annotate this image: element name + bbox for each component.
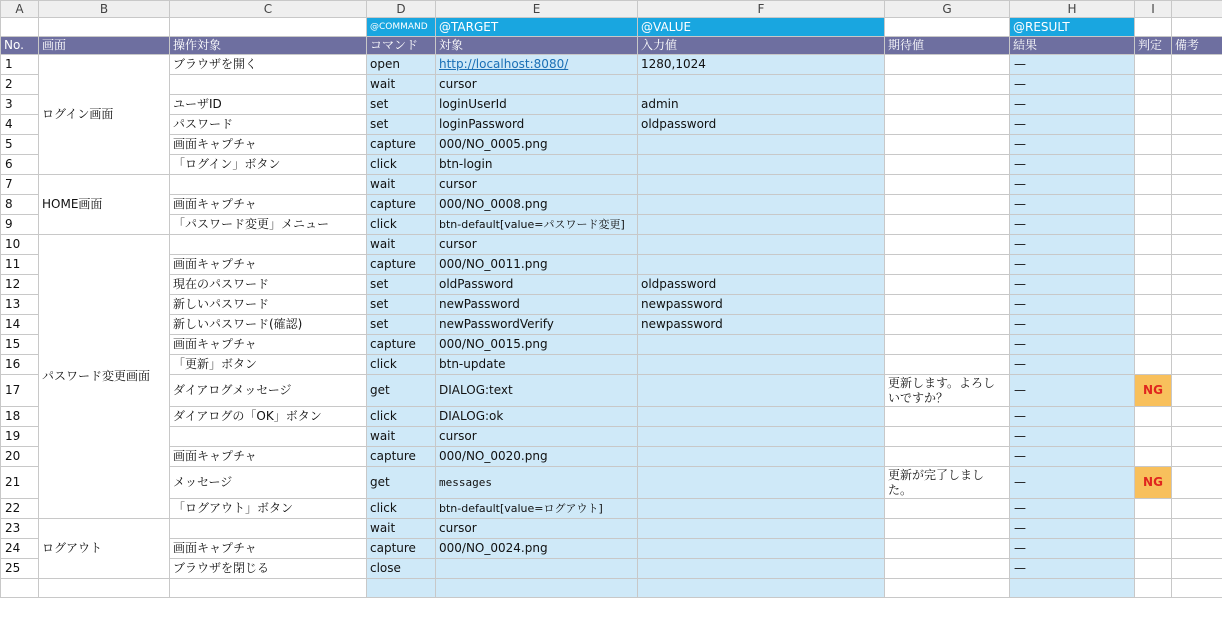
screen-name[interactable]: ログイン画面 bbox=[39, 55, 170, 175]
value-cell[interactable] bbox=[638, 335, 885, 355]
remarks-cell[interactable] bbox=[1172, 447, 1222, 467]
target-cell[interactable]: newPasswordVerify bbox=[436, 315, 638, 335]
remarks-cell[interactable] bbox=[1172, 295, 1222, 315]
operation-object[interactable]: 新しいパスワード bbox=[170, 295, 367, 315]
expected-cell[interactable] bbox=[885, 95, 1010, 115]
expected-cell[interactable] bbox=[885, 295, 1010, 315]
header-judge[interactable]: 判定 bbox=[1135, 37, 1172, 55]
target-cell[interactable]: cursor bbox=[436, 235, 638, 255]
expected-cell[interactable] bbox=[885, 115, 1010, 135]
result-cell[interactable]: — bbox=[1010, 559, 1135, 579]
header-target[interactable]: 対象 bbox=[436, 37, 638, 55]
result-cell[interactable]: — bbox=[1010, 295, 1135, 315]
command-cell[interactable]: click bbox=[367, 355, 436, 375]
expected-cell[interactable] bbox=[885, 355, 1010, 375]
table-row bbox=[1, 95, 1222, 115]
operation-object[interactable]: 「ログイン」ボタン bbox=[170, 155, 367, 175]
result-cell[interactable]: — bbox=[1010, 427, 1135, 447]
table-row bbox=[1, 375, 1222, 407]
expected-cell[interactable] bbox=[885, 499, 1010, 519]
table-row bbox=[1, 175, 1222, 195]
table-row bbox=[1, 255, 1222, 275]
table-row bbox=[1, 559, 1222, 579]
target-cell[interactable]: 000/NO_0011.png bbox=[436, 255, 638, 275]
row-number[interactable]: 16 bbox=[1, 355, 39, 375]
result-tag[interactable]: @RESULT bbox=[1010, 18, 1135, 37]
target-cell[interactable]: 000/NO_0005.png bbox=[436, 135, 638, 155]
target-cell[interactable]: 000/NO_0015.png bbox=[436, 335, 638, 355]
remarks-cell[interactable] bbox=[1172, 335, 1222, 355]
table-row bbox=[1, 75, 1222, 95]
operation-object[interactable]: 画面キャプチャ bbox=[170, 539, 367, 559]
cell[interactable] bbox=[170, 579, 367, 598]
remarks-cell[interactable] bbox=[1172, 499, 1222, 519]
expected-cell[interactable] bbox=[885, 235, 1010, 255]
row-number[interactable]: 9 bbox=[1, 215, 39, 235]
judge-cell[interactable] bbox=[1135, 335, 1172, 355]
row-number[interactable]: 18 bbox=[1, 407, 39, 427]
value-cell[interactable] bbox=[638, 467, 885, 499]
operation-object[interactable]: ダイアログの「OK」ボタン bbox=[170, 407, 367, 427]
remarks-cell[interactable] bbox=[1172, 375, 1222, 407]
expected-cell[interactable] bbox=[885, 135, 1010, 155]
command-cell[interactable]: wait bbox=[367, 519, 436, 539]
table-row bbox=[1, 579, 1222, 598]
judge-cell[interactable] bbox=[1135, 195, 1172, 215]
cell[interactable] bbox=[1, 579, 39, 598]
screen-name[interactable]: HOME画面 bbox=[39, 175, 170, 235]
judge-cell[interactable] bbox=[1135, 295, 1172, 315]
value-cell[interactable] bbox=[638, 519, 885, 539]
command-cell[interactable]: capture bbox=[367, 447, 436, 467]
value-cell[interactable]: oldpassword bbox=[638, 115, 885, 135]
remarks-cell[interactable] bbox=[1172, 235, 1222, 255]
value-cell[interactable] bbox=[638, 499, 885, 519]
remarks-cell[interactable] bbox=[1172, 95, 1222, 115]
remarks-cell[interactable] bbox=[1172, 519, 1222, 539]
command-cell[interactable]: click bbox=[367, 499, 436, 519]
judge-cell[interactable] bbox=[1135, 499, 1172, 519]
remarks-cell[interactable] bbox=[1172, 427, 1222, 447]
target-cell[interactable]: cursor bbox=[436, 519, 638, 539]
header-row bbox=[1, 37, 1222, 55]
target-cell[interactable]: DIALOG:text bbox=[436, 375, 638, 407]
value-cell[interactable]: admin bbox=[638, 95, 885, 115]
table-row bbox=[1, 539, 1222, 559]
judge-cell[interactable] bbox=[1135, 539, 1172, 559]
remarks-cell[interactable] bbox=[1172, 115, 1222, 135]
value-cell[interactable] bbox=[638, 355, 885, 375]
cell[interactable] bbox=[1, 18, 39, 37]
target-cell[interactable]: btn-update bbox=[436, 355, 638, 375]
table-row bbox=[1, 499, 1222, 519]
row-number[interactable]: 3 bbox=[1, 95, 39, 115]
cell[interactable] bbox=[885, 579, 1010, 598]
operation-object[interactable]: 新しいパスワード(確認) bbox=[170, 315, 367, 335]
column-header-b[interactable]: B bbox=[39, 1, 170, 18]
table-row bbox=[1, 427, 1222, 447]
cell[interactable] bbox=[885, 18, 1010, 37]
table-row bbox=[1, 315, 1222, 335]
row-number[interactable]: 5 bbox=[1, 135, 39, 155]
result-cell[interactable]: — bbox=[1010, 275, 1135, 295]
result-cell[interactable]: — bbox=[1010, 215, 1135, 235]
result-cell[interactable]: — bbox=[1010, 95, 1135, 115]
table-row bbox=[1, 55, 1222, 75]
remarks-cell[interactable] bbox=[1172, 559, 1222, 579]
judge-cell[interactable] bbox=[1135, 95, 1172, 115]
row-number[interactable]: 12 bbox=[1, 275, 39, 295]
expected-cell[interactable] bbox=[885, 195, 1010, 215]
remarks-cell[interactable] bbox=[1172, 195, 1222, 215]
value-cell[interactable] bbox=[638, 235, 885, 255]
result-cell[interactable]: — bbox=[1010, 539, 1135, 559]
judge-cell[interactable] bbox=[1135, 407, 1172, 427]
judge-cell[interactable] bbox=[1135, 447, 1172, 467]
remarks-cell[interactable] bbox=[1172, 215, 1222, 235]
row-number[interactable]: 23 bbox=[1, 519, 39, 539]
cell[interactable] bbox=[436, 579, 638, 598]
row-number[interactable]: 20 bbox=[1, 447, 39, 467]
table-row bbox=[1, 467, 1222, 499]
operation-object[interactable]: ブラウザを開く bbox=[170, 55, 367, 75]
value-cell[interactable]: newpassword bbox=[638, 295, 885, 315]
value-cell[interactable] bbox=[638, 195, 885, 215]
target-cell[interactable]: btn-default[value=ログアウト] bbox=[436, 499, 638, 519]
header-screen[interactable]: 画面 bbox=[39, 37, 170, 55]
cell[interactable] bbox=[1172, 579, 1222, 598]
row-number[interactable]: 17 bbox=[1, 375, 39, 407]
command-cell[interactable]: capture bbox=[367, 135, 436, 155]
row-number[interactable]: 21 bbox=[1, 467, 39, 499]
operation-object[interactable]: 画面キャプチャ bbox=[170, 255, 367, 275]
row-number[interactable]: 10 bbox=[1, 235, 39, 255]
column-header-a[interactable]: A bbox=[1, 1, 39, 18]
column-header-i[interactable]: I bbox=[1135, 1, 1172, 18]
column-header-extra[interactable] bbox=[1172, 1, 1222, 18]
row-number[interactable]: 25 bbox=[1, 559, 39, 579]
header-value[interactable]: 入力値 bbox=[638, 37, 885, 55]
remarks-cell[interactable] bbox=[1172, 75, 1222, 95]
header-object[interactable]: 操作対象 bbox=[170, 37, 367, 55]
table-row bbox=[1, 519, 1222, 539]
cell[interactable] bbox=[39, 18, 170, 37]
value-cell[interactable] bbox=[638, 75, 885, 95]
target-cell[interactable]: messages bbox=[436, 467, 638, 499]
remarks-cell[interactable] bbox=[1172, 55, 1222, 75]
target-cell[interactable]: 000/NO_0024.png bbox=[436, 539, 638, 559]
operation-object[interactable]: 「ログアウト」ボタン bbox=[170, 499, 367, 519]
command-cell[interactable]: click bbox=[367, 155, 436, 175]
expected-cell[interactable]: 更新が完了しました。 bbox=[885, 467, 1010, 499]
cell[interactable] bbox=[1135, 18, 1172, 37]
value-cell[interactable]: 1280,1024 bbox=[638, 55, 885, 75]
operation-object[interactable]: 現在のパスワード bbox=[170, 275, 367, 295]
table-row bbox=[1, 115, 1222, 135]
command-cell[interactable]: click bbox=[367, 215, 436, 235]
column-header-f[interactable]: F bbox=[638, 1, 885, 18]
judge-cell[interactable] bbox=[1135, 75, 1172, 95]
target-url-link[interactable]: http://localhost:8080/ bbox=[436, 55, 638, 75]
command-cell[interactable]: wait bbox=[367, 235, 436, 255]
table-row bbox=[1, 335, 1222, 355]
row-number[interactable]: 19 bbox=[1, 427, 39, 447]
judge-cell[interactable] bbox=[1135, 275, 1172, 295]
value-cell[interactable]: newpassword bbox=[638, 315, 885, 335]
target-cell[interactable]: loginPassword bbox=[436, 115, 638, 135]
row-number[interactable]: 2 bbox=[1, 75, 39, 95]
header-expected[interactable]: 期待値 bbox=[885, 37, 1010, 55]
expected-cell[interactable] bbox=[885, 215, 1010, 235]
expected-cell[interactable] bbox=[885, 155, 1010, 175]
row-number[interactable]: 4 bbox=[1, 115, 39, 135]
result-cell[interactable]: — bbox=[1010, 375, 1135, 407]
table-row bbox=[1, 155, 1222, 175]
remarks-cell[interactable] bbox=[1172, 407, 1222, 427]
operation-object[interactable]: メッセージ bbox=[170, 467, 367, 499]
command-cell[interactable]: wait bbox=[367, 427, 436, 447]
judge-cell[interactable] bbox=[1135, 355, 1172, 375]
operation-object[interactable]: 「パスワード変更」メニュー bbox=[170, 215, 367, 235]
value-cell[interactable] bbox=[638, 215, 885, 235]
command-cell[interactable]: capture bbox=[367, 195, 436, 215]
expected-cell[interactable] bbox=[885, 275, 1010, 295]
result-cell[interactable]: — bbox=[1010, 175, 1135, 195]
value-cell[interactable] bbox=[638, 375, 885, 407]
value-cell[interactable] bbox=[638, 155, 885, 175]
expected-cell[interactable] bbox=[885, 427, 1010, 447]
expected-cell[interactable] bbox=[885, 175, 1010, 195]
judge-cell[interactable] bbox=[1135, 215, 1172, 235]
command-cell[interactable]: get bbox=[367, 467, 436, 499]
table-row bbox=[1, 135, 1222, 155]
cell[interactable] bbox=[638, 579, 885, 598]
expected-cell[interactable] bbox=[885, 447, 1010, 467]
value-cell[interactable] bbox=[638, 539, 885, 559]
remarks-cell[interactable] bbox=[1172, 135, 1222, 155]
column-header-g[interactable]: G bbox=[885, 1, 1010, 18]
result-cell[interactable]: — bbox=[1010, 499, 1135, 519]
command-cell[interactable]: set bbox=[367, 275, 436, 295]
table-row bbox=[1, 295, 1222, 315]
result-cell[interactable]: — bbox=[1010, 115, 1135, 135]
operation-object[interactable] bbox=[170, 235, 367, 255]
row-number[interactable]: 13 bbox=[1, 295, 39, 315]
value-tag[interactable]: @VALUE bbox=[638, 18, 885, 37]
value-cell[interactable] bbox=[638, 559, 885, 579]
target-cell[interactable]: 000/NO_0020.png bbox=[436, 447, 638, 467]
value-cell[interactable] bbox=[638, 447, 885, 467]
row-number[interactable]: 15 bbox=[1, 335, 39, 355]
remarks-cell[interactable] bbox=[1172, 539, 1222, 559]
value-cell[interactable] bbox=[638, 135, 885, 155]
result-cell[interactable]: — bbox=[1010, 447, 1135, 467]
target-tag[interactable]: @TARGET bbox=[436, 18, 638, 37]
result-cell[interactable]: — bbox=[1010, 519, 1135, 539]
judge-cell[interactable] bbox=[1135, 235, 1172, 255]
value-cell[interactable]: oldpassword bbox=[638, 275, 885, 295]
value-cell[interactable] bbox=[638, 427, 885, 447]
row-number[interactable]: 1 bbox=[1, 55, 39, 75]
value-cell[interactable] bbox=[638, 407, 885, 427]
judge-cell[interactable] bbox=[1135, 155, 1172, 175]
command-cell[interactable]: set bbox=[367, 95, 436, 115]
tag-row bbox=[1, 18, 1222, 37]
row-number[interactable]: 7 bbox=[1, 175, 39, 195]
command-cell[interactable]: wait bbox=[367, 175, 436, 195]
expected-cell[interactable] bbox=[885, 539, 1010, 559]
judge-cell[interactable] bbox=[1135, 135, 1172, 155]
header-result[interactable]: 結果 bbox=[1010, 37, 1135, 55]
table-row bbox=[1, 355, 1222, 375]
command-cell[interactable]: capture bbox=[367, 255, 436, 275]
target-cell[interactable] bbox=[436, 559, 638, 579]
table-row bbox=[1, 407, 1222, 427]
expected-cell[interactable] bbox=[885, 55, 1010, 75]
column-header-e[interactable]: E bbox=[436, 1, 638, 18]
judge-cell[interactable] bbox=[1135, 175, 1172, 195]
operation-object[interactable] bbox=[170, 427, 367, 447]
remarks-cell[interactable] bbox=[1172, 467, 1222, 499]
expected-cell[interactable]: 更新します。よろしいですか？ bbox=[885, 375, 1010, 407]
expected-cell[interactable] bbox=[885, 315, 1010, 335]
judge-ng-badge[interactable]: NG bbox=[1135, 375, 1172, 407]
value-cell[interactable] bbox=[638, 175, 885, 195]
remarks-cell[interactable] bbox=[1172, 275, 1222, 295]
table-row bbox=[1, 195, 1222, 215]
operation-object[interactable]: 画面キャプチャ bbox=[170, 195, 367, 215]
operation-object[interactable]: パスワード bbox=[170, 115, 367, 135]
command-cell[interactable]: capture bbox=[367, 335, 436, 355]
row-number[interactable]: 6 bbox=[1, 155, 39, 175]
result-cell[interactable]: — bbox=[1010, 235, 1135, 255]
expected-cell[interactable] bbox=[885, 255, 1010, 275]
result-cell[interactable]: — bbox=[1010, 407, 1135, 427]
operation-object[interactable]: 画面キャプチャ bbox=[170, 447, 367, 467]
screen-name[interactable]: ログアウト bbox=[39, 519, 170, 579]
result-cell[interactable]: — bbox=[1010, 335, 1135, 355]
operation-object[interactable] bbox=[170, 519, 367, 539]
cell[interactable] bbox=[39, 579, 170, 598]
target-cell[interactable]: oldPassword bbox=[436, 275, 638, 295]
table-row bbox=[1, 447, 1222, 467]
command-cell[interactable]: click bbox=[367, 407, 436, 427]
target-cell[interactable]: DIALOG:ok bbox=[436, 407, 638, 427]
target-cell[interactable]: newPassword bbox=[436, 295, 638, 315]
command-cell[interactable]: get bbox=[367, 375, 436, 407]
cell[interactable] bbox=[1010, 579, 1135, 598]
target-cell[interactable]: cursor bbox=[436, 75, 638, 95]
result-cell[interactable]: — bbox=[1010, 75, 1135, 95]
header-command[interactable]: コマンド bbox=[367, 37, 436, 55]
header-remarks[interactable]: 備考 bbox=[1172, 37, 1222, 55]
table-row bbox=[1, 235, 1222, 255]
cell[interactable] bbox=[170, 18, 367, 37]
row-number[interactable]: 22 bbox=[1, 499, 39, 519]
table-row bbox=[1, 275, 1222, 295]
screen-name[interactable]: パスワード変更画面 bbox=[39, 235, 170, 519]
remarks-cell[interactable] bbox=[1172, 155, 1222, 175]
judge-cell[interactable] bbox=[1135, 519, 1172, 539]
command-cell[interactable]: set bbox=[367, 315, 436, 335]
expected-cell[interactable] bbox=[885, 519, 1010, 539]
operation-object[interactable]: 画面キャプチャ bbox=[170, 335, 367, 355]
row-number[interactable]: 24 bbox=[1, 539, 39, 559]
judge-ng-badge[interactable]: NG bbox=[1135, 467, 1172, 499]
judge-cell[interactable] bbox=[1135, 255, 1172, 275]
result-cell[interactable]: — bbox=[1010, 315, 1135, 335]
command-cell[interactable]: set bbox=[367, 115, 436, 135]
remarks-cell[interactable] bbox=[1172, 175, 1222, 195]
remarks-cell[interactable] bbox=[1172, 315, 1222, 335]
header-no[interactable]: No. bbox=[1, 37, 39, 55]
column-header-d[interactable]: D bbox=[367, 1, 436, 18]
result-cell[interactable]: — bbox=[1010, 467, 1135, 499]
column-header-row bbox=[1, 1, 1222, 18]
judge-cell[interactable] bbox=[1135, 115, 1172, 135]
expected-cell[interactable] bbox=[885, 335, 1010, 355]
table-row bbox=[1, 215, 1222, 235]
judge-cell[interactable] bbox=[1135, 427, 1172, 447]
cell[interactable] bbox=[367, 579, 436, 598]
cell[interactable] bbox=[1172, 18, 1222, 37]
column-header-h[interactable]: H bbox=[1010, 1, 1135, 18]
result-cell[interactable]: — bbox=[1010, 355, 1135, 375]
operation-object[interactable]: ブラウザを閉じる bbox=[170, 559, 367, 579]
command-cell[interactable]: close bbox=[367, 559, 436, 579]
column-header-c[interactable]: C bbox=[170, 1, 367, 18]
command-cell[interactable]: set bbox=[367, 295, 436, 315]
cell[interactable] bbox=[1135, 579, 1172, 598]
operation-object[interactable] bbox=[170, 175, 367, 195]
result-cell[interactable]: — bbox=[1010, 255, 1135, 275]
remarks-cell[interactable] bbox=[1172, 255, 1222, 275]
result-cell[interactable]: — bbox=[1010, 195, 1135, 215]
command-cell[interactable]: wait bbox=[367, 75, 436, 95]
operation-object[interactable]: 「更新」ボタン bbox=[170, 355, 367, 375]
expected-cell[interactable] bbox=[885, 407, 1010, 427]
row-number[interactable]: 14 bbox=[1, 315, 39, 335]
command-tag[interactable]: @COMMAND bbox=[367, 18, 436, 37]
target-cell[interactable]: btn-login bbox=[436, 155, 638, 175]
command-cell[interactable]: open bbox=[367, 55, 436, 75]
operation-object[interactable]: ダイアログメッセージ bbox=[170, 375, 367, 407]
remarks-cell[interactable] bbox=[1172, 355, 1222, 375]
row-number[interactable]: 8 bbox=[1, 195, 39, 215]
target-cell[interactable]: 000/NO_0008.png bbox=[436, 195, 638, 215]
target-cell[interactable]: cursor bbox=[436, 175, 638, 195]
operation-object[interactable]: ユーザID bbox=[170, 95, 367, 115]
expected-cell[interactable] bbox=[885, 559, 1010, 579]
operation-object[interactable]: 画面キャプチャ bbox=[170, 135, 367, 155]
judge-cell[interactable] bbox=[1135, 559, 1172, 579]
judge-cell[interactable] bbox=[1135, 315, 1172, 335]
result-cell[interactable]: — bbox=[1010, 135, 1135, 155]
target-cell[interactable]: loginUserId bbox=[436, 95, 638, 115]
target-cell[interactable]: btn-default[value=パスワード変更] bbox=[436, 215, 638, 235]
operation-object[interactable] bbox=[170, 75, 367, 95]
result-cell[interactable]: — bbox=[1010, 55, 1135, 75]
judge-cell[interactable] bbox=[1135, 55, 1172, 75]
command-cell[interactable]: capture bbox=[367, 539, 436, 559]
row-number[interactable]: 11 bbox=[1, 255, 39, 275]
expected-cell[interactable] bbox=[885, 75, 1010, 95]
value-cell[interactable] bbox=[638, 255, 885, 275]
result-cell[interactable]: — bbox=[1010, 155, 1135, 175]
target-cell[interactable]: cursor bbox=[436, 427, 638, 447]
